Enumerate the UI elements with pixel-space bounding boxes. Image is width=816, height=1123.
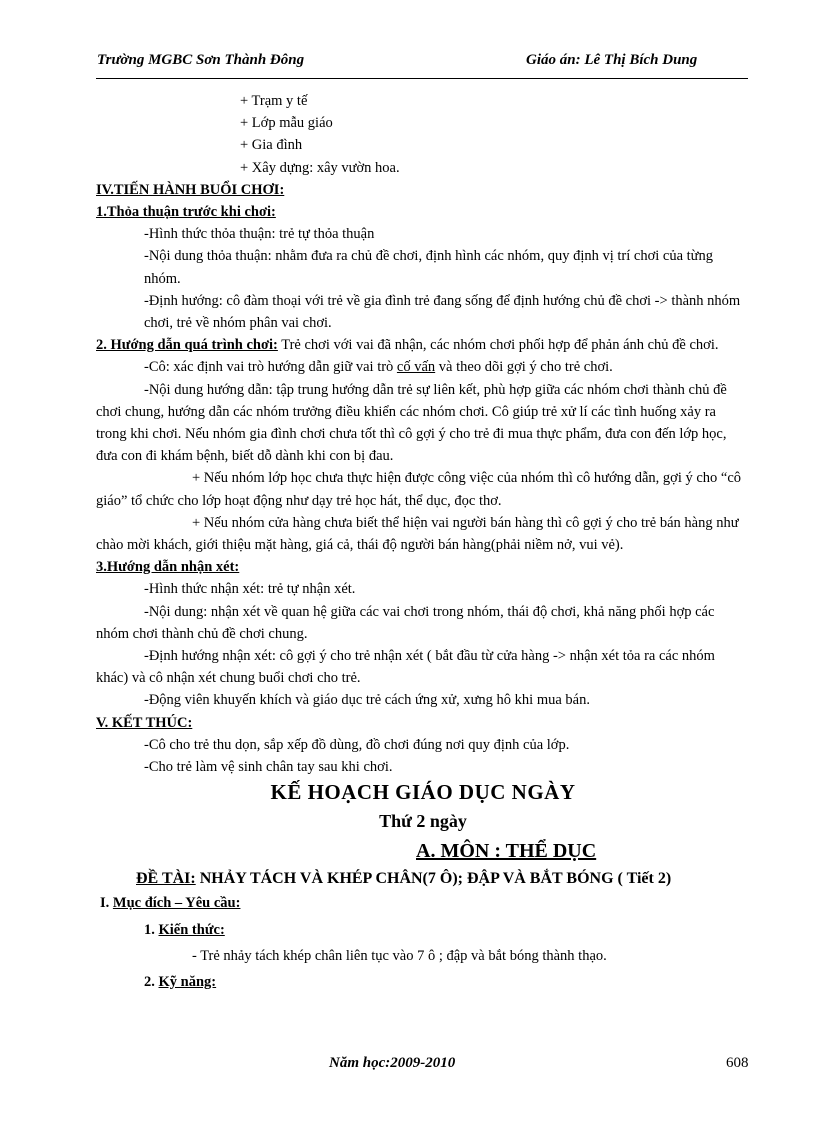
paragraph: -Hình thức nhận xét: trẻ tự nhận xét. bbox=[144, 581, 356, 598]
paragraph: -Cô cho trẻ thu dọn, sắp xếp đồ dùng, đồ chơi đúng nơi quy định của lớp. bbox=[144, 736, 570, 753]
paragraph: -Nội dung thỏa thuận: nhằm đưa ra chủ đề chơi, định hình các nhóm, quy định vị trí chơi của từng nhóm. bbox=[144, 248, 714, 287]
header-school: Trường MGBC Sơn Thành Đông bbox=[97, 52, 305, 68]
heading-prefix: 1. bbox=[144, 921, 159, 938]
paragraph: -Nội dung: nhận xét về quan hệ giữa các vai chơi trong nhóm, thái độ chơi, khả năng phối hợp các nhóm chơi thành chủ đề chơi chung. bbox=[96, 603, 715, 642]
subsection-heading: 3.Hướng dẫn nhận xét: bbox=[96, 559, 240, 576]
paragraph: -Hình thức thỏa thuận: trẻ tự thỏa thuận bbox=[144, 226, 375, 243]
goal-heading bbox=[96, 892, 750, 914]
heading-text: Kiến thức: bbox=[158, 921, 225, 938]
subsection-heading: 2. Hướng dẫn quá trình chơi: bbox=[96, 337, 278, 354]
topic-label: ĐỀ TÀI: bbox=[136, 870, 196, 888]
paragraph: -Cho trẻ làm vệ sinh chân tay sau khi chơi. bbox=[144, 759, 393, 776]
heading-text: Kỹ năng: bbox=[158, 973, 217, 990]
underlined-term: cố vấn bbox=[396, 359, 436, 376]
list-item: + Gia đình bbox=[240, 137, 303, 154]
knowledge-heading bbox=[96, 919, 750, 941]
paragraph bbox=[96, 379, 750, 468]
subject-text: A. MÔN : THỂ DỤC bbox=[416, 840, 597, 863]
paragraph bbox=[96, 467, 750, 511]
paragraph: -Định hướng nhận xét: cô gợi ý cho trẻ nhận xét ( bắt đầu từ cửa hàng -> nhận xét tỏa ra các nhóm khác) và cô nhận xét chung buổi chơi cho trẻ. bbox=[96, 648, 715, 687]
plan-day: Thứ 2 ngày bbox=[379, 811, 467, 832]
topic-text: NHẢY TÁCH VÀ KHÉP CHÂN(7 Ô); ĐẬP VÀ BẮT BÓNG ( Tiết 2) bbox=[195, 870, 672, 888]
paragraph: -Động viên khuyến khích và giáo dục trẻ cách ứng xử, xưng hô khi mua bán. bbox=[144, 692, 590, 709]
header-divider bbox=[96, 78, 748, 79]
subsection-heading: 1.Thỏa thuận trước khi chơi: bbox=[96, 204, 276, 221]
paragraph-text: và theo dõi gợi ý cho trẻ chơi. bbox=[435, 359, 613, 376]
plan-subject bbox=[96, 836, 750, 866]
list-item: + Trạm y tế bbox=[240, 93, 308, 109]
paragraph: -Định hướng: cô đàm thoại với trẻ về gia đình trẻ đang sống để định hướng chủ đề chơi -> thành nhóm chơi, trẻ về nhóm phân vai chơi. bbox=[144, 292, 741, 332]
skill-heading bbox=[96, 971, 750, 993]
header-author: Giáo án: Lê Thị Bích Dung bbox=[526, 52, 698, 68]
paragraph-text: -Nội dung hướng dẫn: tập trung hướng dẫn trẻ sự liên kết, phù hợp giữa các nhóm chơi thành chủ đề chơi chung, hướng dẫn các nhóm trưởng điều khiển các nhóm chơi. Cô giúp trẻ xử lí các tình huống xảy ra trong khi chơi. Nếu nhóm gia đình chơi chưa tốt thì cô gợi ý cho trẻ đi mua thực phẩm, đưa con đến lớp học, đưa con đi khám bệnh, biết dỗ dành khi con bị đau. bbox=[96, 381, 727, 465]
plan-topic bbox=[96, 866, 750, 892]
plan-title: KẾ HOẠCH GIÁO DỤC NGÀY bbox=[270, 780, 576, 805]
paragraph-text: Trẻ chơi với vai đã nhận, các nhóm chơi phối hợp để phản ánh chủ đề chơi. bbox=[277, 337, 719, 354]
paragraph bbox=[96, 334, 750, 356]
page-number: 608 bbox=[726, 1055, 749, 1071]
section-heading: IV.TIẾN HÀNH BUỔI CHƠI: bbox=[96, 181, 285, 198]
footer-year: Năm học:2009-2010 bbox=[329, 1055, 456, 1071]
paragraph-text: + Nếu nhóm cửa hàng chưa biết thể hiện vai người bán hàng thì cô gợi ý cho trẻ bán hàng như chào mời khách, giới thiệu mặt hàng, giá cả, thái độ người bán hàng(phải niềm nở, vui vẻ). bbox=[96, 514, 739, 554]
heading-prefix: I. bbox=[100, 895, 113, 912]
paragraph bbox=[96, 512, 750, 556]
list-item: + Lớp mẫu giáo bbox=[240, 115, 333, 132]
paragraph: - Trẻ nhảy tách khép chân liên tục vào 7 ô ; đập và bắt bóng thành thạo. bbox=[192, 947, 607, 964]
heading-text: Mục đích – Yêu cầu: bbox=[112, 895, 241, 912]
heading-prefix: 2. bbox=[144, 973, 159, 990]
paragraph bbox=[96, 356, 750, 378]
paragraph-text: -Cô: xác định vai trò hướng dẫn giữ vai trò bbox=[144, 359, 397, 376]
document-body bbox=[96, 90, 750, 993]
section-heading: V. KẾT THÚC: bbox=[96, 714, 193, 731]
paragraph-text: + Nếu nhóm lớp học chưa thực hiện được công việc của nhóm thì cô hướng dẫn, gợi ý cho “cô giáo” tổ chức cho lớp hoạt động như dạy trẻ học hát, thể dục, đọc thơ. bbox=[96, 470, 742, 509]
list-item: + Xây dựng: xây vườn hoa. bbox=[240, 159, 400, 176]
